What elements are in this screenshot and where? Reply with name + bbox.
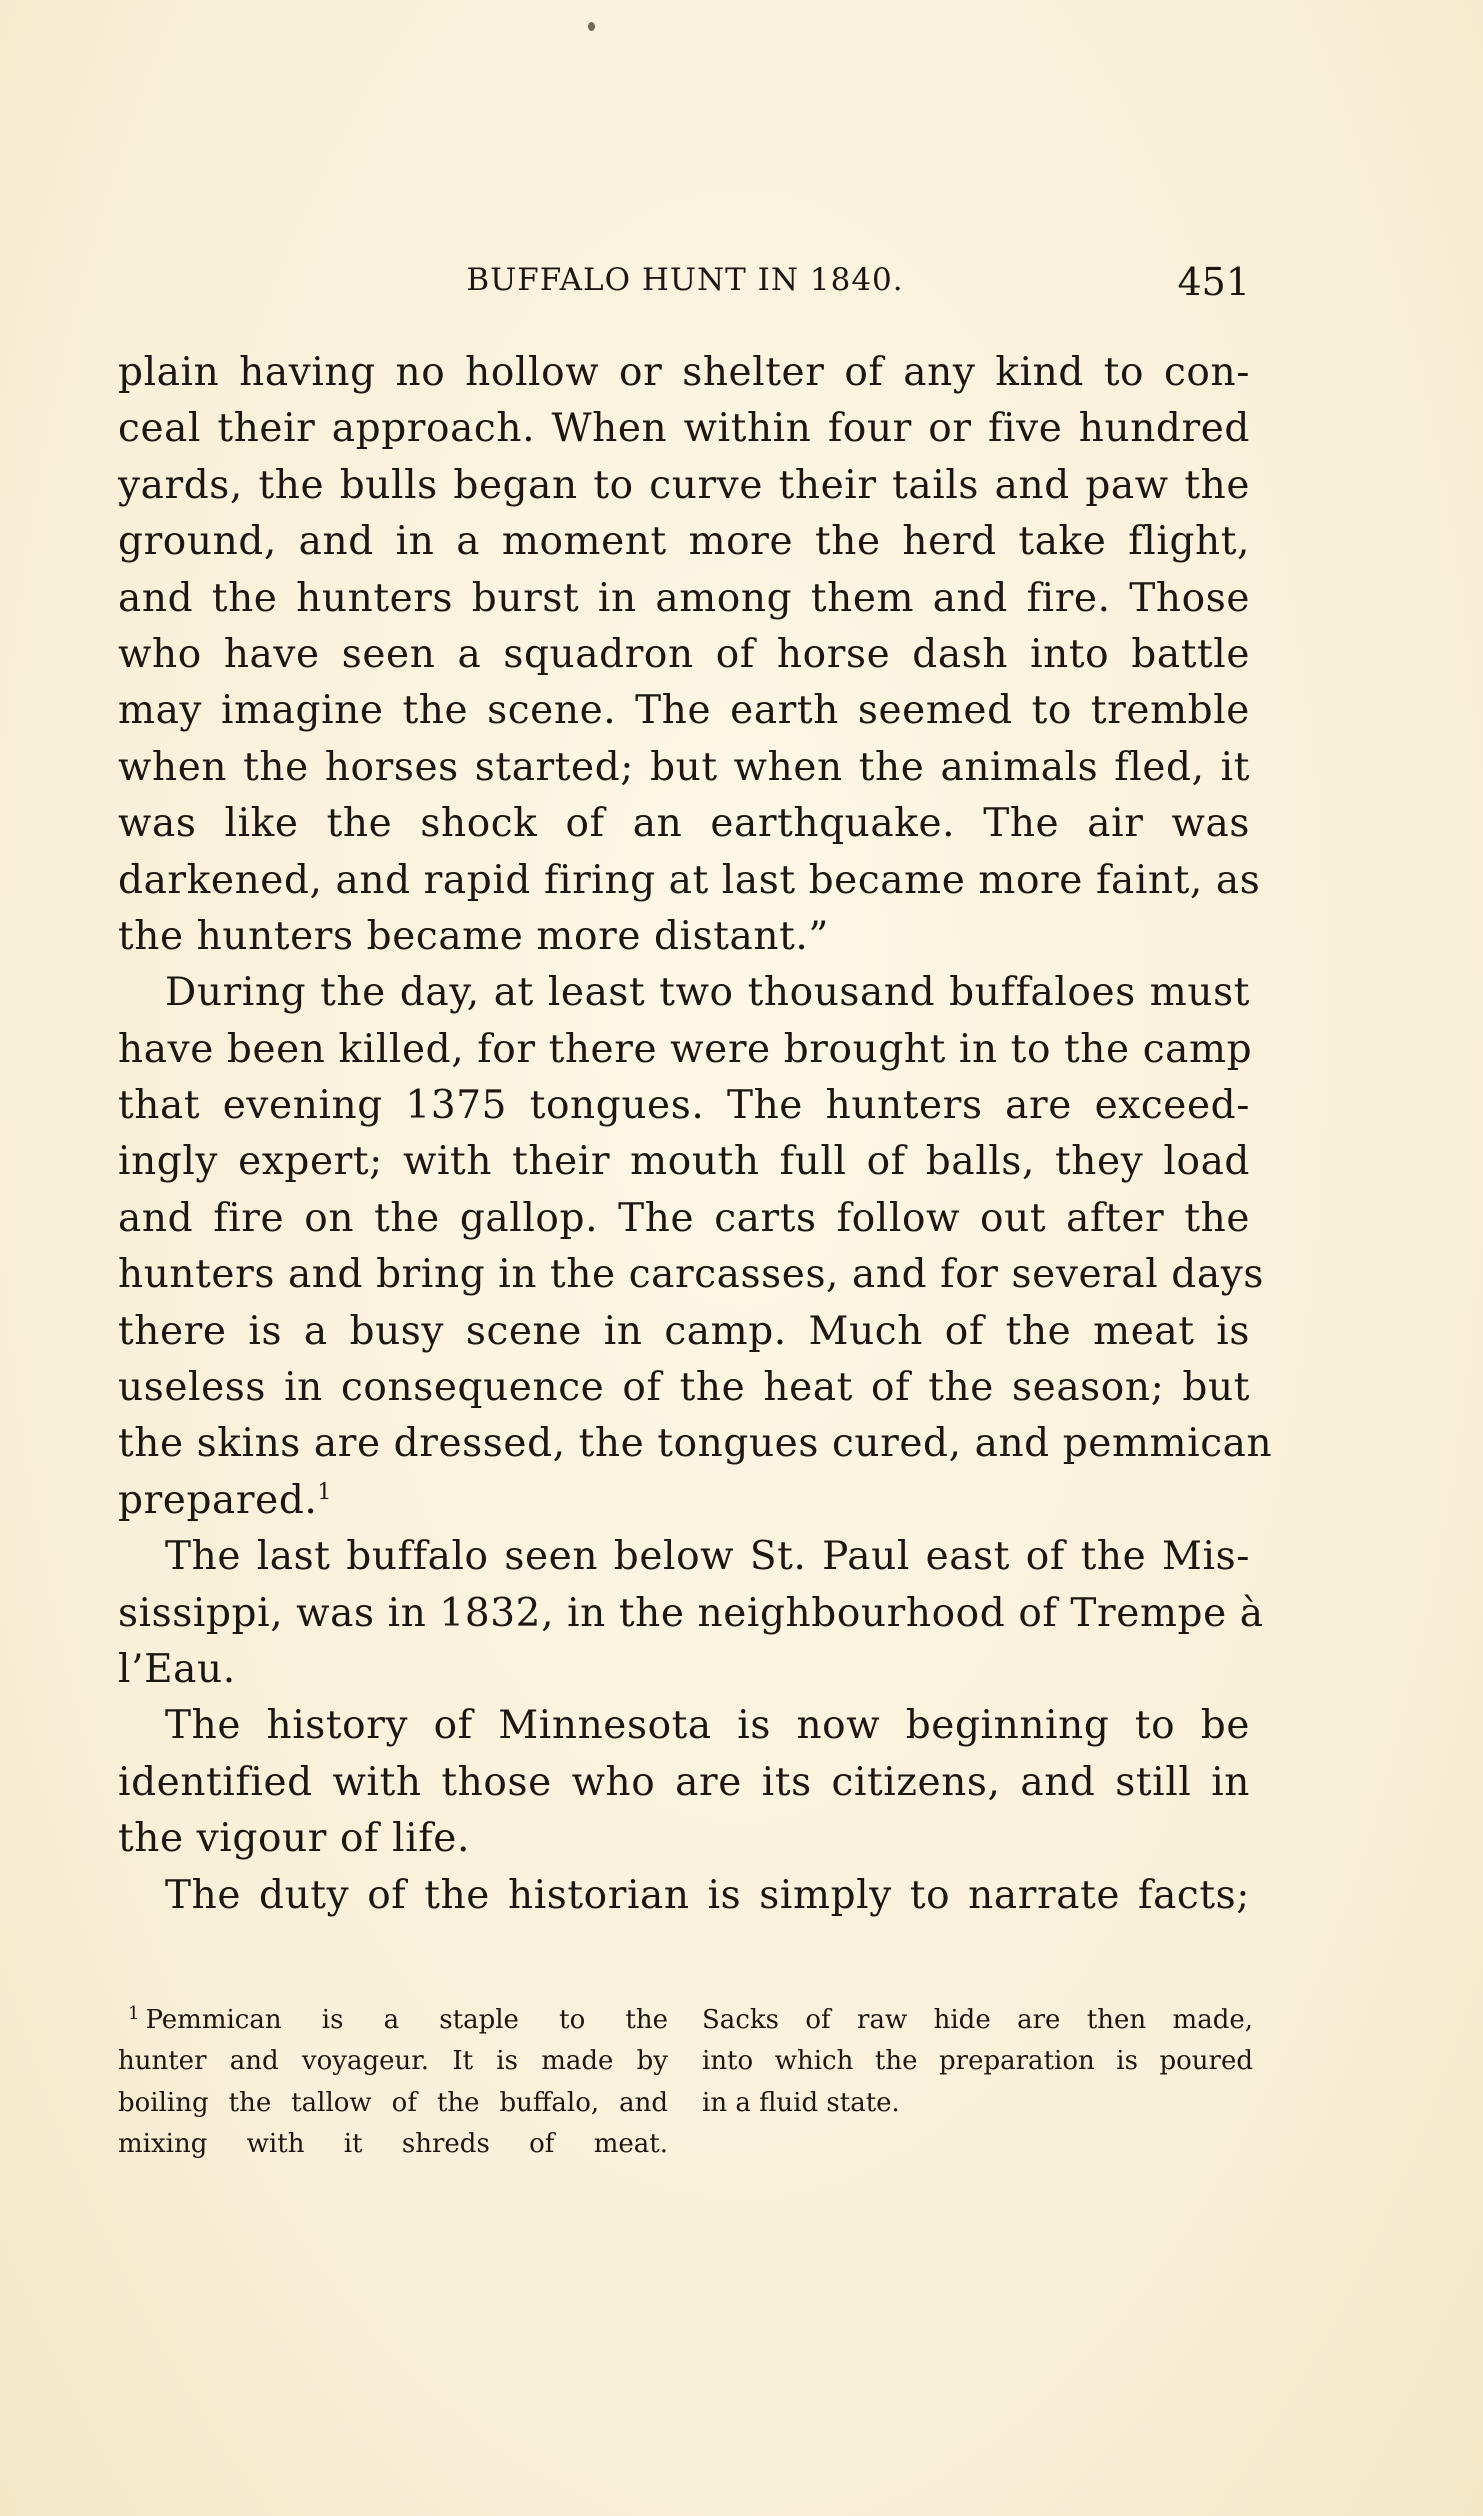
text-line: was like the shock of an earthquake. The air was bbox=[118, 801, 1250, 847]
text-line-with-footnote bbox=[118, 1473, 1250, 1529]
footnote-column-right bbox=[702, 2000, 1253, 2124]
text-line: useless in consequence of the heat of the season; but bbox=[118, 1365, 1250, 1411]
text-line: who have seen a squadron of horse dash into battle bbox=[118, 631, 1250, 677]
footnote-line: mixing with it shreds of meat. bbox=[118, 2128, 668, 2159]
text-line: when the horses started; but when the animals fled, it bbox=[118, 744, 1250, 790]
running-title: BUFFALO HUNT IN 1840. bbox=[466, 262, 904, 298]
text-line: The last buffalo seen below St. Paul east of the Mis- bbox=[165, 1534, 1250, 1580]
body-text bbox=[118, 345, 1273, 1924]
text-line: there is a busy scene in camp. Much of the meat is bbox=[118, 1308, 1250, 1354]
text-line: The history of Minnesota is now beginning to be bbox=[165, 1703, 1250, 1749]
text-line: the vigour of life. bbox=[118, 1816, 470, 1862]
text-line: yards, the bulls began to curve their tails and paw the bbox=[118, 462, 1250, 508]
text-line: the hunters became more distant.” bbox=[118, 913, 829, 959]
footnote-line bbox=[118, 2000, 668, 2041]
text-line: have been killed, for there were brought in to the camp bbox=[118, 1026, 1253, 1072]
text-line: plain having no hollow or shelter of any kind to con- bbox=[118, 350, 1250, 395]
text-line: ingly expert; with their mouth full of balls, they load bbox=[118, 1139, 1250, 1185]
text-line: identified with those who are its citizens, and still in bbox=[118, 1759, 1250, 1805]
text-line: The duty of the historian is simply to narrate facts; bbox=[165, 1872, 1250, 1918]
page-number: 451 bbox=[1177, 260, 1250, 304]
text-line: the skins are dressed, the tongues cured, and pemmican bbox=[118, 1421, 1273, 1467]
footnote-line: boiling the tallow of the buffalo, and bbox=[118, 2087, 668, 2118]
text-line: During the day, at least two thousand buffaloes must bbox=[165, 970, 1250, 1016]
text-line: darkened, and rapid firing at last became more faint, as bbox=[118, 857, 1261, 903]
footnote-marker: 1 bbox=[128, 2003, 140, 2024]
text-line: and the hunters burst in among them and fire. Those bbox=[118, 575, 1250, 621]
text-line: l’Eau. bbox=[118, 1646, 236, 1692]
text-line: may imagine the scene. The earth seemed to tremble bbox=[118, 688, 1250, 734]
footnotes bbox=[118, 2000, 1253, 2200]
footnote-column-left bbox=[118, 2000, 668, 2165]
text-line: sissippi, was in 1832, in the neighbourhood of Trempe à bbox=[118, 1590, 1264, 1636]
text-line: ground, and in a moment more the herd take flight, bbox=[118, 519, 1250, 565]
footnote-reference: 1 bbox=[317, 1479, 333, 1505]
running-head bbox=[120, 262, 1250, 312]
text-line: and fire on the gallop. The carts follow out after the bbox=[118, 1195, 1250, 1241]
text-fragment: prepared. bbox=[118, 1477, 318, 1523]
footnote-line: in a fluid state. bbox=[702, 2087, 900, 2118]
text-line: ceal their approach. When within four or five hundred bbox=[118, 406, 1250, 452]
ink-speck bbox=[588, 22, 595, 31]
footnote-line: into which the preparation is poured bbox=[702, 2046, 1253, 2077]
footnote-line: Sacks of raw hide are then made, bbox=[702, 2005, 1253, 2035]
footnote-line: hunter and voyageur. It is made by bbox=[118, 2046, 668, 2077]
text-line: that evening 1375 tongues. The hunters are exceed- bbox=[118, 1083, 1250, 1129]
text-line: hunters and bring in the carcasses, and for several days bbox=[118, 1252, 1264, 1298]
footnote-text: Pemmican is a staple to the bbox=[145, 2005, 668, 2035]
